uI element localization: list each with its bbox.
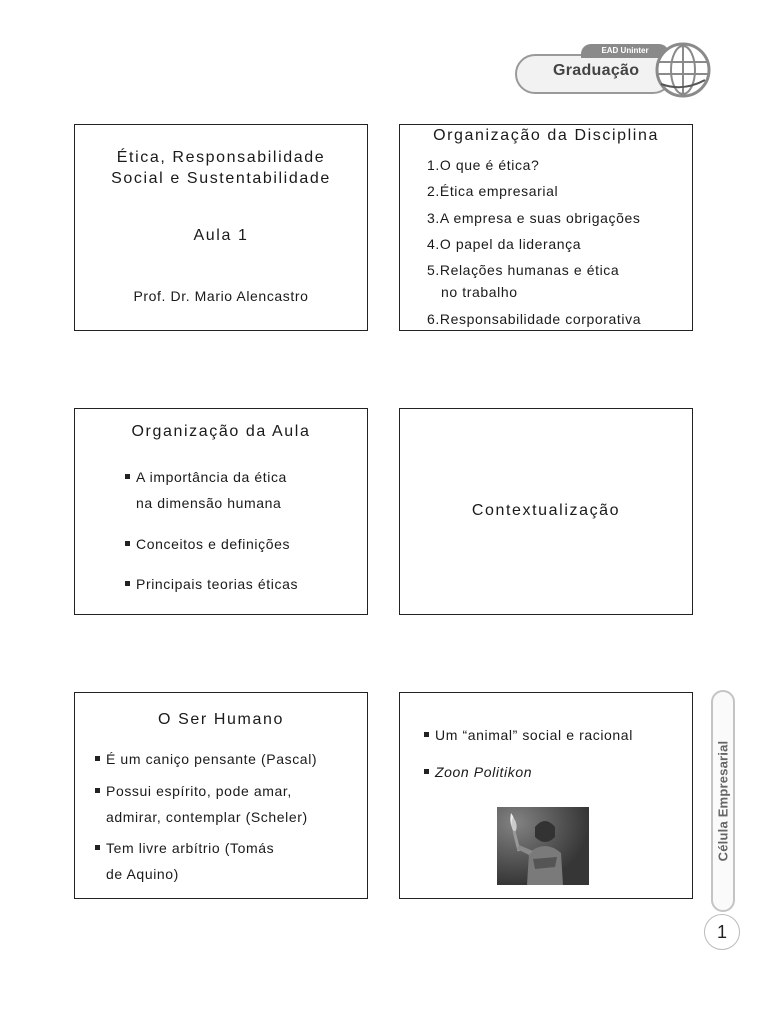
bullet-icon (424, 769, 429, 774)
list-item: Tem livre arbítrio (Tomás (95, 840, 274, 856)
side-tab (711, 690, 735, 912)
slide-title (74, 124, 368, 331)
slide-heading: Organização da Disciplina (433, 127, 659, 144)
list-item: 5.Relações humanas e ética (427, 262, 620, 278)
globe-icon (653, 40, 713, 98)
list-item: Zoon Politikon (424, 764, 532, 780)
logo-text: Graduação (553, 62, 640, 79)
logo-tab-text: EAD Uninter (581, 44, 669, 58)
list-item-continuation: admirar, contemplar (Scheler) (106, 809, 308, 825)
bullet-icon (95, 845, 100, 850)
list-item: Um “animal” social e racional (424, 727, 633, 743)
slide-organizacao-disciplina (399, 124, 693, 331)
list-item: Principais teorias éticas (125, 576, 298, 592)
list-item-continuation: de Aquino) (106, 866, 179, 882)
slide-title-line-1: Ética, Responsabilidade (116, 149, 326, 166)
slide-animal-social (399, 692, 693, 899)
slide-author: Prof. Dr. Mario Alencastro (133, 288, 309, 304)
list-item-continuation: na dimensão humana (136, 495, 282, 511)
slide-title-line-2: Social e Sustentabilidade (111, 170, 331, 187)
bullet-icon (125, 474, 130, 479)
slide-contextualizacao (399, 408, 693, 615)
list-item: É um caniço pensante (Pascal) (95, 751, 317, 767)
list-item: Conceitos e definições (125, 536, 290, 552)
list-item: 2.Ética empresarial (427, 183, 559, 199)
list-item: 6.Responsabilidade corporativa (427, 311, 642, 327)
list-item-continuation: no trabalho (441, 284, 518, 300)
bullet-icon (424, 732, 429, 737)
list-item: A importância da ética (125, 469, 287, 485)
slide-heading: Organização da Aula (131, 423, 311, 440)
caveman-torch-illustration (497, 807, 589, 885)
side-tab-label: Célula Empresarial (715, 740, 731, 862)
slide-organizacao-aula (74, 408, 368, 615)
list-item: 3.A empresa e suas obrigações (427, 210, 641, 226)
slide-ser-humano (74, 692, 368, 899)
slide-subtitle: Aula 1 (193, 227, 249, 244)
bullet-icon (125, 581, 130, 586)
bullet-icon (95, 788, 100, 793)
bullet-icon (125, 541, 130, 546)
list-item: Possui espírito, pode amar, (95, 783, 292, 799)
slide-heading: Contextualização (471, 502, 621, 519)
bullet-icon (95, 756, 100, 761)
graduacao-logo (515, 40, 715, 98)
slide-heading: O Ser Humano (158, 711, 284, 728)
page-number: 1 (704, 914, 740, 950)
list-item: 4.O papel da liderança (427, 236, 582, 252)
list-item: 1.O que é ética? (427, 157, 540, 173)
